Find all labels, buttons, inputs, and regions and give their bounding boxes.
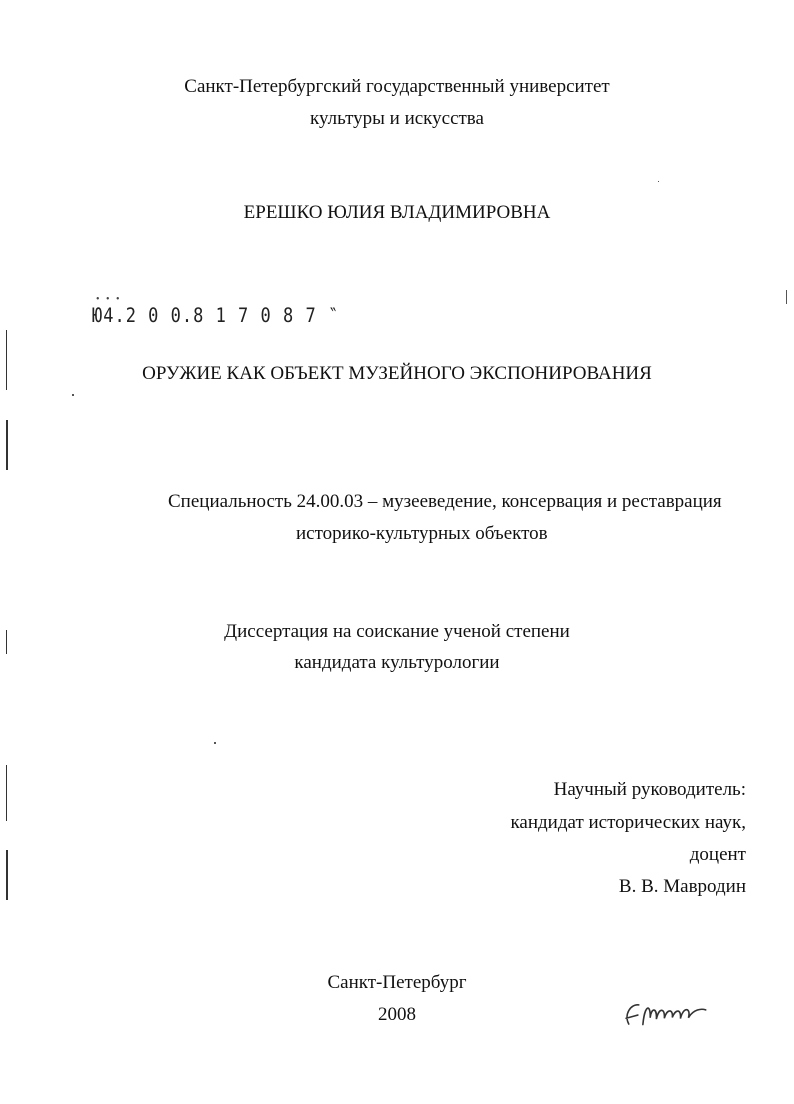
scan-edge-mark [6, 630, 7, 654]
speck [658, 181, 659, 182]
author-name: ЕРЕШКО ЮЛИЯ ВЛАДИМИРОВНА [243, 202, 551, 223]
scan-edge-mark [6, 330, 7, 390]
supervisor-degree: кандидат исторических наук, [510, 812, 746, 833]
footer-year: 2008 [378, 1004, 416, 1025]
specialty-line2: историко-культурных объектов [296, 523, 548, 544]
footer-city: Санкт-Петербург [327, 972, 467, 993]
degree-line2: кандидата культурологии [294, 652, 500, 673]
speck [214, 742, 216, 744]
specialty-line1: Специальность 24.00.03 – музееведение, консервация и реставрация [168, 491, 722, 512]
signature [620, 987, 714, 1042]
university-name-line1: Санкт-Петербургский государственный университет [184, 76, 610, 97]
supervisor-name: В. В. Мавродин [618, 876, 746, 897]
speck [72, 394, 74, 396]
university-name-line2: культуры и искусства [310, 108, 484, 129]
speck [786, 290, 787, 304]
stamp-marks: • • • [96, 294, 122, 305]
scan-edge-mark [6, 850, 8, 900]
supervisor-label: Научный руководитель: [553, 779, 746, 800]
scan-edge-mark [6, 765, 7, 821]
dissertation-title: ОРУЖИЕ КАК ОБЪЕКТ МУЗЕЙНОГО ЭКСПОНИРОВАНИЯ [142, 363, 652, 384]
supervisor-rank: доцент [689, 844, 746, 865]
registration-stamp: Ю4.2 0 0.8 1 7 0 8 7 ‶ [92, 304, 340, 328]
degree-line1: Диссертация на соискание ученой степени [224, 621, 570, 642]
scan-edge-mark [6, 420, 8, 470]
